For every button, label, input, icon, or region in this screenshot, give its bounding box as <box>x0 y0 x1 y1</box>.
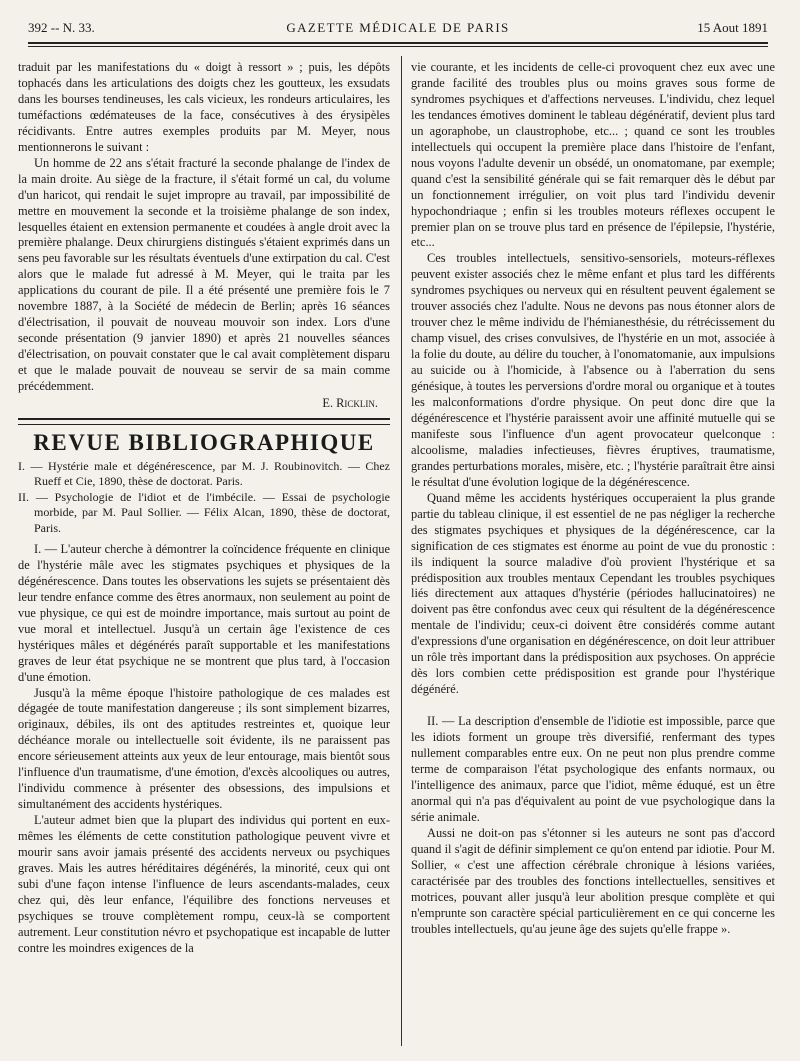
page-number: 392 -- N. 33. <box>28 20 95 35</box>
bibliography-list <box>18 459 390 536</box>
paragraph: II. — La description d'ensemble de l'idiotie est impossible, parce que les idiots forment un groupe très diversifié, renfermant des types nullement comparables entre eux. On ne peut non plus prendre comme terme de comparaison l'état psychologique des enfants normaux, ou l'intelligence des animaux, parce que l'idiot, même éduqué, est un être anormal qui n'a pas d'équivalent au point de vue psychologique dans la série animale. <box>411 714 775 824</box>
paragraph: Quand même les accidents hystériques occuperaient la plus grande partie du tableau clinique, il est essentiel de ne pas négliger la recherche des stigmates psychiques et physiques de la dégénérescence, car la signification de ces stigmates est énorme au point de vue du pronostic : ils indiquent la source maladive d'où provient l'hystérique et sa prédisposition aux troubles mentaux Cependant les troubles psychiques liés directement aux attaques d'hystérie (périodes hallucinatoires) ne doivent pas être confondus avec ceux qui résultent de la dégénérescence mentale de l'individu; ceux-ci doivent être considérés comme autant d'expressions d'une organisation en dégénérescence, on doit leur attribuer un rôle très important dans la prédisposition aux psychoses. On apprécie dès lors combien cette prédisposition est grande pour l'hystérique dégénéré. <box>411 490 775 697</box>
section-rule <box>18 418 390 420</box>
section-title: REVUE BIBLIOGRAPHIQUE <box>33 429 375 455</box>
page-header <box>28 20 768 42</box>
column-divider <box>401 56 402 1046</box>
paragraph: Jusqu'à la même époque l'histoire pathologique de ces malades est dégagée de toute manifestation dangereuse ; ils sont simplement bizarres, originaux, débiles, ils ont des aptitudes restreintes et, quoique leur déchéance morale ou intellectuelle soit évidente, ils ne paraissent pas encore sérieusement atteints aux yeux de leur entourage, mais bientôt sous l'influence d'un traumatisme, d'une émotion, d'excès alcooliques ou autres, l'individu commence à présenter des obsessions, des impulsions et simultanément des accidents hystériques. <box>18 685 390 812</box>
issue-date: 15 Aout 1891 <box>697 20 768 35</box>
paragraph: Un homme de 22 ans s'était fracturé la seconde phalange de l'index de la main droite. Au siège de la fracture, il s'était formé un cal, du volume d'un haricot, qui rendait le sujet impropre au travail, par impossibilité de mettre en mouvement la seconde et la troisième phalange de son index, lesquelles étaient en extension permanente et coudées à angle droit avec la première phalange. Deux chirurgiens distingués s'étaient exprimés dans un sens peu favorable sur les résultats éventuels d'une extirpation du cal. C'est alors que le malade fut adressé à M. Meyer, qui le traita par les applications du courant de pile. Il a été présenté une première fois le 7 novembre 1887, à la Société de médecin de Berlin; après 16 séances d'électrisation, il pouvait de nouveau mouvoir son index. Lors d'une seconde présentation (9 janvier 1890) et après 21 nouvelles séances d'électrisation, on pouvait constater que le cal avait complètement disparu et que le malade pouvait de nouveau se servir de sa main comme précédemment. <box>18 155 390 394</box>
bibliography-entry: I. — Hystérie male et dégénérescence, par M. J. Roubinovitch. — Chez Rueff et Cie, 1890, thèse de doctorat. Paris. <box>18 458 390 489</box>
author-signature: E. Ricklin. <box>322 396 378 411</box>
header-rule <box>28 42 768 47</box>
paragraph: L'auteur admet bien que la plupart des individus qui portent en eux-mêmes les éléments de cette constitution pathologique peuvent vivre et mourir sans avoir jamais présenté des accidents nerveux ou psychiques graves. Mais les autres héréditaires dégénérés, la minorité, ceux qui ont subi d'une façon intense l'influence de leurs ascendants-malades, ceux chez qui, dès leur enfance, l'équilibre des fonctions nerveuses et psychiques se trouve complètement rompu, ceux-là se comportent autrement. Leur constitution névro et psychopatique est incapable de lutter contre les moindres exigences de la <box>18 813 390 955</box>
paragraph: Aussi ne doit-on pas s'étonner si les auteurs ne sont pas d'accord quand il s'agit de définir simplement ce qu'on entend par idiotie. Pour M. Sollier, « c'est une affection cérébrale chronique à lésions variées, caractérisée par des troubles des fonctions intellectuelles, sensitives et motrices, pouvant aller jusqu'à leur abolition presque complète et qui n'emprunte son caractère spécial particulièrement en ce qui concerne les troubles intellectuels, qu'au jeune âge des sujets qu'elle frappe ». <box>411 825 775 936</box>
paragraph: I. — L'auteur cherche à démontrer la coïncidence fréquente en clinique de l'hystérie mâle avec les stigmates psychiques et physiques de la dégénérescence. Dans toutes les observations les sujets se présentaient dès leur tendre enfance comme des êtres anormaux, non seulement au point de vue physique, ce qui est de moindre importance, mais surtout au point de vue moral et intellectuel. Jusqu'à un certain âge l'existence de ces hystériques mâles et dégénérés paraît supportable et les manifestations graves de leur état psychique ne se montrent que plus tard, à l'occasion d'une émotion. <box>18 541 390 684</box>
paragraph: Ces troubles intellectuels, sensitivo-sensoriels, moteurs-réflexes peuvent exister associés chez le même enfant et plus tard les différents syndromes psychiques ou nerveux qui en résultent peuvent également se trouver associés chez l'adulte. Nous ne devons pas nous étonner alors de trouver chez le même individu de l'hémianesthésie, du rétrécissement du champ visuel, des crises convulsives, de l'hystérie en un mot, associée à la folie du doute, au délire du toucher, à l'onomatomanie, aux impulsions au suicide ou à l'homicide, à l'absence ou à l'aberration du sens génésique, à toutes les perversions d'ordre moral ou organique et à toutes les malconformations d'ordre physique. On peut donc dire que la dégénérescence et l'hystérie paraissent avoir une affinité mutuelle qui se manifeste sous l'influence d'un agent provocateur quelconque : alcoolisme, maladies infectieuses, fièvres éruptives, traumatisme, grandes perturbations morales, misère, etc. ; l'hystérie paraîtrait être ainsi le résultat d'une évolution logique de la dégénérescence. <box>411 251 775 489</box>
bibliography-entry: II. — Psychologie de l'idiot et de l'imbécile. — Essai de psychologie morbide, par M. Paul Sollier. — Félix Alcan, 1890, thèse de doctorat, Paris. <box>18 489 390 535</box>
paragraph: vie courante, et les incidents de celle-ci provoquent chez eux avec une grande facilité des troubles plus ou moins graves sous forme de syndromes psychiques et d'affections nerveuses. L'individu, chez lequel les tendances émotives dominent le tableau dégénératif, devient plus tard un agoraphobe, un claustrophobe, etc... ; quand ce sont les troubles intellectuels qui occupent la première place dans l'histoire de l'enfant, nous voyons l'adulte devenir un obsédé, un onomatomane, par exemple; quand c'est la sensibilité générale qui se fait remarquer dès le début par un fonctionnement irrégulier, on voit plus tard l'individu devenir hypochondriaque ; enfin si les troubles moteurs réflexes occupent le premier plan on se trouve plus tard en présence de l'épilepsie, l'hystérie, etc... <box>411 60 775 250</box>
journal-title: GAZETTE MÉDICALE DE PARIS <box>286 20 510 35</box>
section-rule-thin <box>18 424 390 425</box>
right-column <box>411 60 775 937</box>
paragraph: traduit par les manifestations du « doigt à ressort » ; puis, les dépôts tophacés dans les articulations des doigts chez les goutteux, les exsudats dans les bourses tendineuses, les cals vicieux, les rondeurs articulaires, les tuméfactions œdémateuses de la face, consécutives à des érysipèles récidivants. Entre autres exemples produits par M. Meyer, nous mentionnerons le suivant : <box>18 60 390 154</box>
paragraph-gap <box>411 698 775 714</box>
left-column <box>18 60 390 957</box>
